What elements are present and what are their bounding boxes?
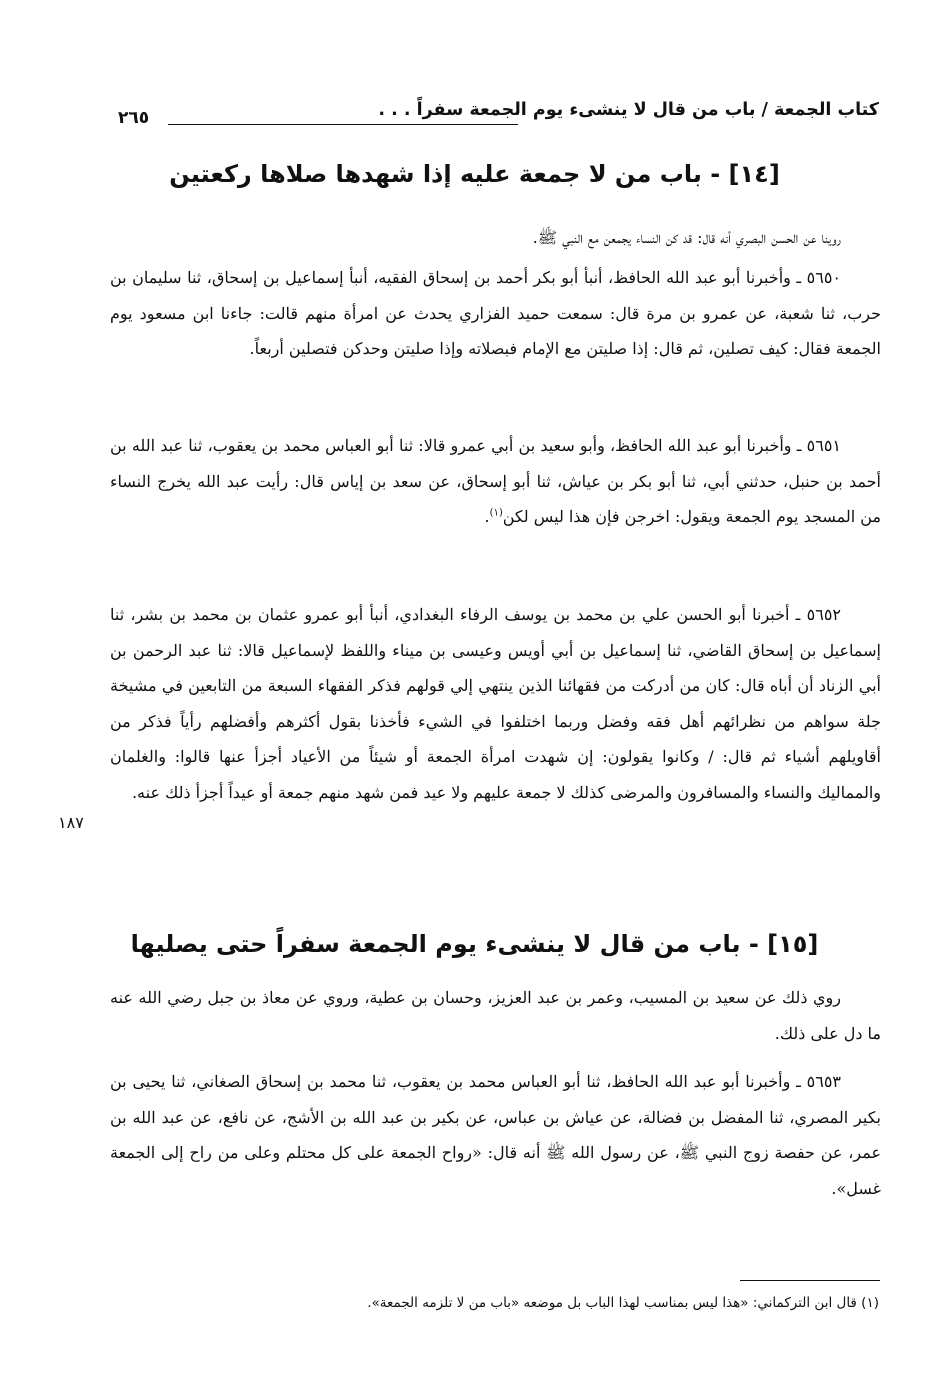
margin-page-number: ١٨٧ [58, 813, 84, 832]
footnote-marker: (١) [489, 507, 503, 519]
paragraph-hadith-5651-end: . [484, 507, 490, 526]
paragraph-narration-musayyib: روي ذلك عن سعيد بن المسيب، وعمر بن عبد العزيز، وحسان بن عطية، وروي عن معاذ بن جبل رضي الله عنه ما دل على ذلك. [110, 988, 881, 1043]
paragraph-hadith-5653: ٥٦٥٣ ـ وأخبرنا أبو عبد الله الحافظ، ثنا أبو العباس محمد بن يعقوب، ثنا محمد بن إسحاق الصغاني، ثنا يحيى بن بكير المصري، ثنا المفضل بن فضالة، عن عياش بن عباس، عن بكير بن عبد الله بن الأشج، عن نافع، عن عبد الله بن عمر، عن حفصة زوج النبي ﷺ، عن رسول الله ﷺ أنه قال: «رواح الجمعة على كل محتلم وعلى من راح إلى الجمعة غسل». [110, 1072, 882, 1198]
paragraph-hadith-5651 [110, 428, 881, 535]
page-header [110, 96, 879, 136]
page-number: ٢٦٥ [118, 108, 150, 128]
footnote-1: (١) قال ابن التركماني: «هذا ليس بمناسب لهذا الباب بل موضعه «باب من لا تلزمه الجمعة». [367, 1295, 879, 1311]
running-title: كتاب الجمعة / باب من قال لا ينشىء يوم الجمعة سفراً . . . [378, 100, 879, 120]
header-rule [168, 124, 518, 125]
paragraph-hadith-5651-text: ٥٦٥١ ـ وأخبرنا أبو عبد الله الحافظ، وأبو سعيد بن أبي عمرو قالا: ثنا أبو العباس محمد بن يعقوب، ثنا عبد الله بن أحمد بن حنبل، حدثني أبي، ثنا أبو بكر بن عياش، ثنا أبو إسحاق، عن سعد بن إياس قال: رأيت عبد الله يخرج النساء من المسجد يوم الجمعة ويقول: اخرجن فإن هذا ليس لكن [110, 436, 881, 526]
chapter-heading-14: [١٤] - باب من لا جمعة عليه إذا شهدها صلاها ركعتين [169, 160, 780, 188]
paragraph-hadith-5652: ٥٦٥٢ ـ أخبرنا أبو الحسن علي بن محمد بن يوسف الرفاء البغدادي، أنبأ أبو عمرو عثمان بن محمد بن بشر، ثنا إسماعيل بن إسحاق القاضي، ثنا إسماعيل بن أبي أويس وعيسى بن ميناء واللفظ لإسماعيل قالا: ثنا عبد الرحمن بن أبي الزناد أن أباه قال: كان من أدركت من فقهائنا الذين ينتهي إلي قولهم فذكر الفقهاء السبعة من التابعين في مشيخة جلة سواهم من نظرائهم أهل فقه وفضل وربما اختلفوا في الشيء فأخذنا بقول أكثرهم وأفضلهم رأياً فذكر من أقاويلهم أشياء ثم قال: / وكانوا يقولون: إن شهدت امرأة الجمعة أو شيئاً من الأعياد أجزأ عنها قالوا: والغلمان والمماليك والنساء والمسافرون والمرضى كذلك لا جمعة عليهم ولا عيد فمن شهد منهم جمعة أو عيداً أجزأ ذلك عنه. [110, 605, 882, 802]
paragraph-narration-hasan: روينا عن الحسن البصري أنه قال: قد كن النساء يجمعن مع النبي ﷺ. [532, 228, 841, 247]
paragraph-hadith-5650: ٥٦٥٠ ـ وأخبرنا أبو عبد الله الحافظ، أنبأ أبو بكر أحمد بن إسحاق الفقيه، أنبأ إسماعيل بن إسحاق، ثنا سليمان بن حرب، ثنا شعبة، عن عمرو بن مرة قال: سمعت حميد الفزاري يحدث عن امرأة منهم قالت: جاءنا ابن مسعود يوم الجمعة فقال: كيف تصلين، ثم قال: إذا صليتن مع الإمام فبصلاته وإذا صليتن وحدكن فتصلين أربعاً. [110, 268, 881, 358]
footnote-rule [740, 1280, 880, 1281]
chapter-heading-15: [١٥] - باب من قال لا ينشىء يوم الجمعة سفراً حتى يصليها [130, 930, 819, 958]
